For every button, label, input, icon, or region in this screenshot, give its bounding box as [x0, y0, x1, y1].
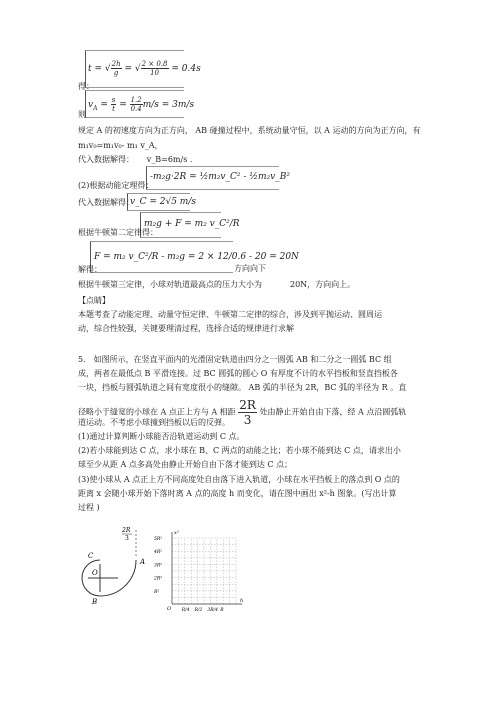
x-tick-label: 3R/4: [207, 608, 219, 613]
substitute-line-2: 代入数据解得：: [78, 198, 134, 207]
problem5-line-4: 径略小于缝宽的小球在 A 点正上方与 A 相距 $\frac{2R}{3}$ 处由静止开始自由下落，经 A 点沿圆弧轨: [78, 398, 407, 427]
dianjing-heading: 【点睛】: [78, 296, 110, 305]
force-value: 20N，方向向上。: [290, 280, 356, 289]
y-tick-label: 2R²: [154, 576, 163, 582]
track-diagram: [78, 522, 158, 617]
question-2a: (2)若小球能到达 C 点，求小球在 B、C 两点的动能之比；若小球不能到达 C 点，请求出小: [78, 446, 401, 455]
problem5-line-3: 一块，挡板与圆弧轨道之间有宽度很小的缝隙。 AB 弧的半径为 2R，BC 弧的半径为 R 。直: [78, 383, 407, 392]
energy-equation: -m₂g·2R = ½m₂v_C² - ½m₂v_B²: [150, 172, 290, 182]
question-3b: 距离 x 会随小球开始下落时离 A 点的高度 h 而变化，请在图中画出 x²-h 图象。(写出计算: [78, 489, 397, 498]
y-tick-label: 3R²: [154, 563, 163, 569]
x-axis-label: h: [240, 598, 244, 604]
question-2b: 球至少从距 A 点多高处由静止开始自由下落才能到达 C 点；: [78, 460, 293, 469]
t-formula: t = √ $\frac{2h}{g}$ = √ $\frac{2 \times 0.8}{10}$ = 0.4s: [88, 60, 201, 77]
label-C: C: [88, 552, 94, 560]
y-axis-label: x²: [174, 530, 179, 536]
label-B: B: [92, 598, 98, 606]
newton-label: 根据牛顿第二定律得：: [78, 228, 158, 237]
question-3a: (3)使小球从 A 点正上方不同高度处自由落下进入轨道，小球在水平挡板上的落点到 O 点的: [78, 475, 400, 484]
ze-label: 则: [78, 110, 86, 119]
y-tick-label: R²: [154, 589, 160, 595]
x-tick-label: R/4: [181, 608, 190, 613]
de-label-1: 得：: [78, 82, 94, 91]
label-2R3-den: 3: [125, 535, 129, 542]
label-2R3-num: 2R: [122, 527, 131, 534]
substitute-line-1: 代入数据解得： v_B=6m/s .: [78, 155, 193, 164]
problem5-line-5: 道运动。不考虑小球撞到挡板以后的反弹。: [78, 418, 230, 427]
problem5-line-1: 5． 如图所示，在竖直平面内的光滑固定轨道由四分之一圆弧 AB 和二分之一圆弧 BC 组: [78, 355, 392, 364]
x2-h-graph: [150, 528, 250, 618]
direction-down: 方向向下: [234, 264, 266, 273]
fraction-2R-3: $\frac{2R}{3}$: [239, 398, 256, 427]
graph-grid: [172, 538, 236, 604]
question-3c: 过程 ): [78, 503, 100, 512]
va-formula: $v_A$ = $\frac{s}{t}$ = $\frac{1.2}{0.4}$ m/s = 3m/s: [88, 96, 195, 113]
origin-label: O: [167, 606, 172, 612]
x-tick-label: R: [220, 608, 224, 613]
y-tick-label: 5R²: [154, 537, 163, 542]
vc-result: v_C = 2√5 m/s: [130, 197, 196, 207]
label-O: O: [92, 569, 98, 577]
newton-equation: m₂g + F = m₂ v_C²/R: [144, 219, 240, 229]
jiede-label: 解得：: [78, 265, 102, 274]
dianjing-line-1: 本题考查了动能定理、动量守恒定律、牛顿第二定律的综合，涉及到平抛运动、圆周运: [78, 310, 382, 319]
problem5-line-2: 成，两者在最低点 B 平滑连接。过 BC 圆弧的圆心 O 有厚度不计的水平挡板和竖直挡板各: [78, 369, 398, 378]
direction-line: 规定 A 的初速度方向为正方向， AB 碰撞过程中，系统动量守恒，以 A 运动的方向为正方向，有: [78, 126, 421, 135]
force-equation: F = m₂ v_C²/R - m₂g = 2 × 12/0.6 - 20 = 20N: [94, 252, 299, 262]
question-1: (1)通过计算判断小球能否沿轨道运动到 C 点。: [78, 432, 245, 441]
y-tick-label: 4R²: [154, 550, 163, 556]
part2-label: (2)根据动能定理得：: [78, 181, 154, 190]
label-A: A: [140, 558, 146, 566]
dianjing-line-2: 动，综合性较强，关键要理清过程，选择合适的规律进行求解: [78, 324, 294, 333]
x-tick-label: R/2: [194, 608, 203, 613]
third-law-line: 根据牛顿第三定律，小球对轨道最高点的压力大小为: [78, 280, 262, 289]
momentum-equation: m₁v₀=m₁v₀- m₁ v_A，: [78, 141, 163, 150]
